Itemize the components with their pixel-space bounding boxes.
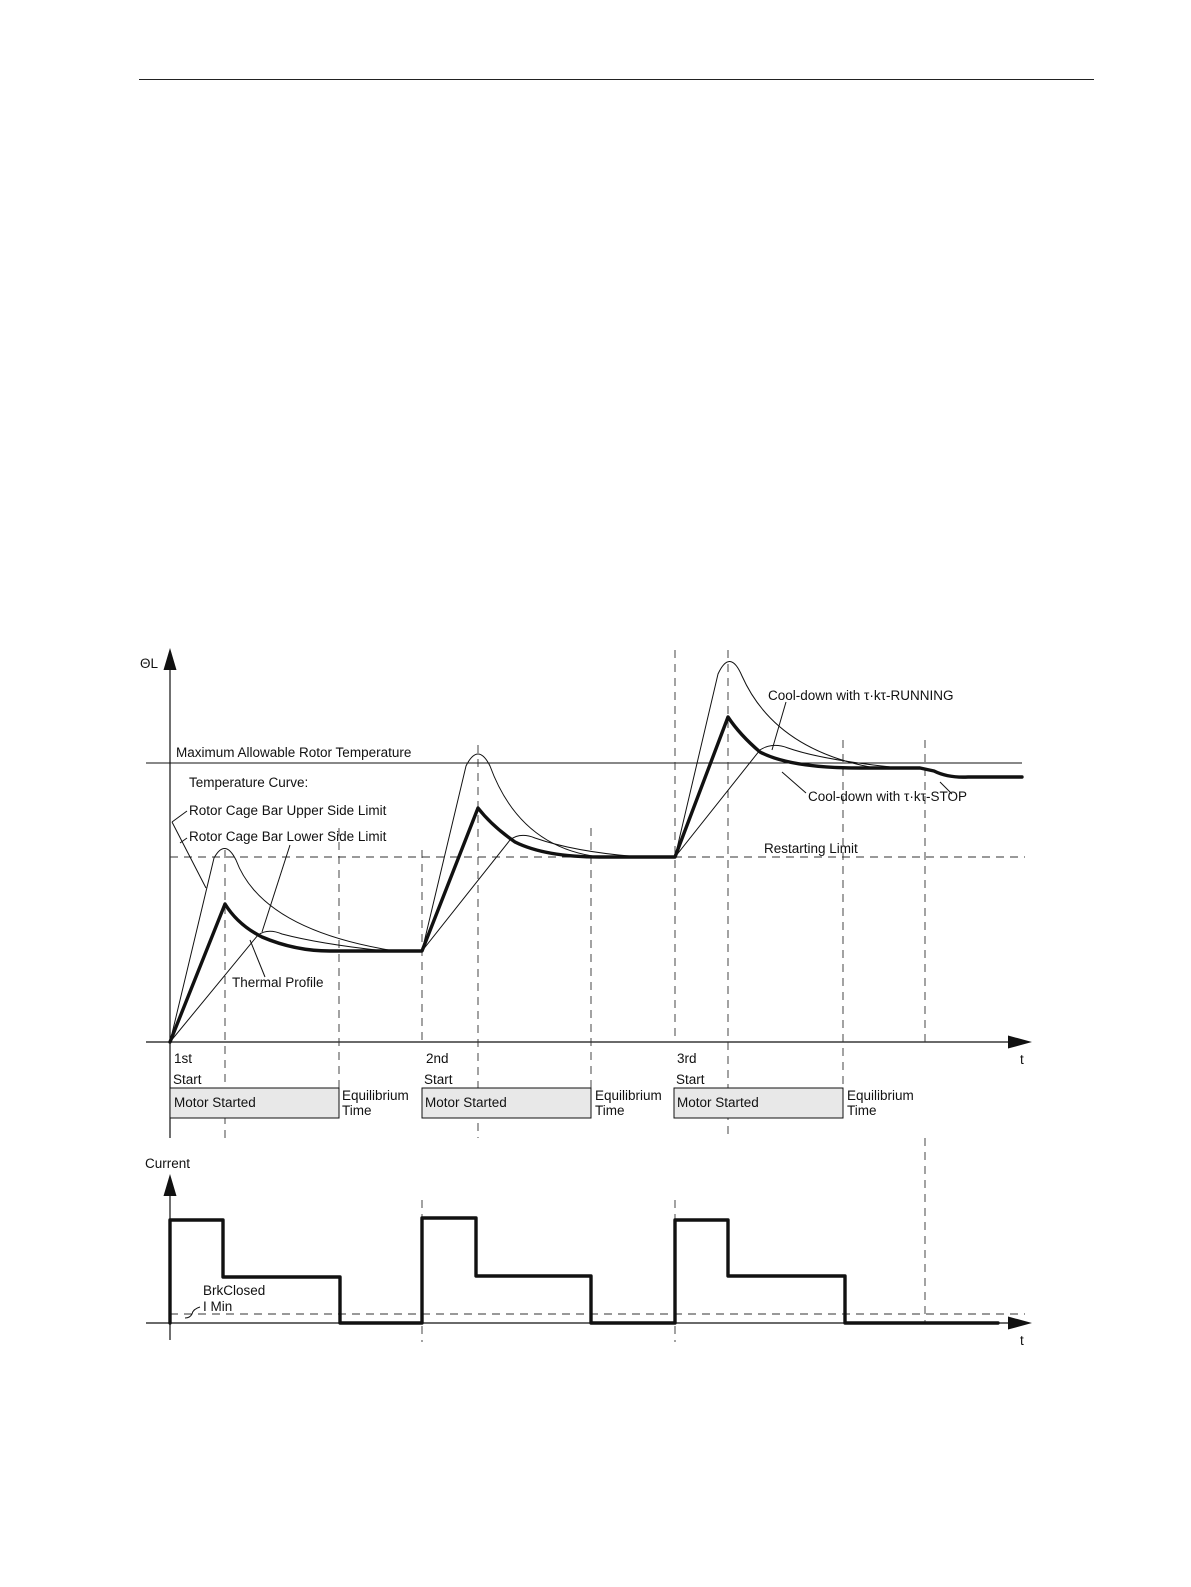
guides-upper [225,650,925,1138]
cooldown-running-label: Cool-down with τ·kτ-RUNNING [768,688,954,703]
start-3-ordinal: 3rd [677,1051,697,1066]
imin-label: I Min [203,1299,233,1314]
theta-axis-label: ΘL [140,656,159,671]
brkclosed-label: BrkClosed [203,1283,266,1298]
motor-started-label-2: Motor Started [425,1095,507,1110]
motor-started-label-1: Motor Started [174,1095,256,1110]
equilibrium-time-label-1: Time [342,1103,372,1118]
time-axis-arrow-icon [1008,1036,1032,1049]
start-1-word: Start [173,1072,202,1087]
start-1-ordinal: 1st [174,1051,193,1066]
equilibrium-label-2: Equilibrium [595,1088,662,1103]
theta-axis-arrow-icon [164,648,177,670]
imin-leader [185,1307,200,1318]
start-2-word: Start [424,1072,453,1087]
equilibrium-label-3: Equilibrium [847,1088,914,1103]
lower-limit-label: Rotor Cage Bar Lower Side Limit [189,829,387,844]
current-axis-label: Current [145,1156,191,1171]
thermal-profile-label: Thermal Profile [232,975,324,990]
thermal-profile-curve [170,717,1022,1042]
current-waveform [170,1218,998,1323]
upper-limit-label: Rotor Cage Bar Upper Side Limit [189,803,387,818]
current-time-axis-arrow-icon [1008,1317,1032,1330]
equilibrium-time-label-3: Time [847,1103,877,1118]
time-axis-label: t [1020,1052,1024,1067]
start-2-ordinal: 2nd [426,1051,449,1066]
cooldown-stop-label: Cool-down with τ·kτ-STOP [808,789,967,804]
current-time-axis-label: t [1020,1333,1024,1348]
equilibrium-label-1: Equilibrium [342,1088,409,1103]
start-3-word: Start [676,1072,705,1087]
current-axis-arrow-icon [164,1174,177,1196]
motor-started-label-3: Motor Started [677,1095,759,1110]
restart-limit-label: Restarting Limit [764,841,858,856]
equilibrium-time-label-2: Time [595,1103,625,1118]
temp-curve-header: Temperature Curve: [189,775,309,790]
max-temp-label: Maximum Allowable Rotor Temperature [176,745,412,760]
